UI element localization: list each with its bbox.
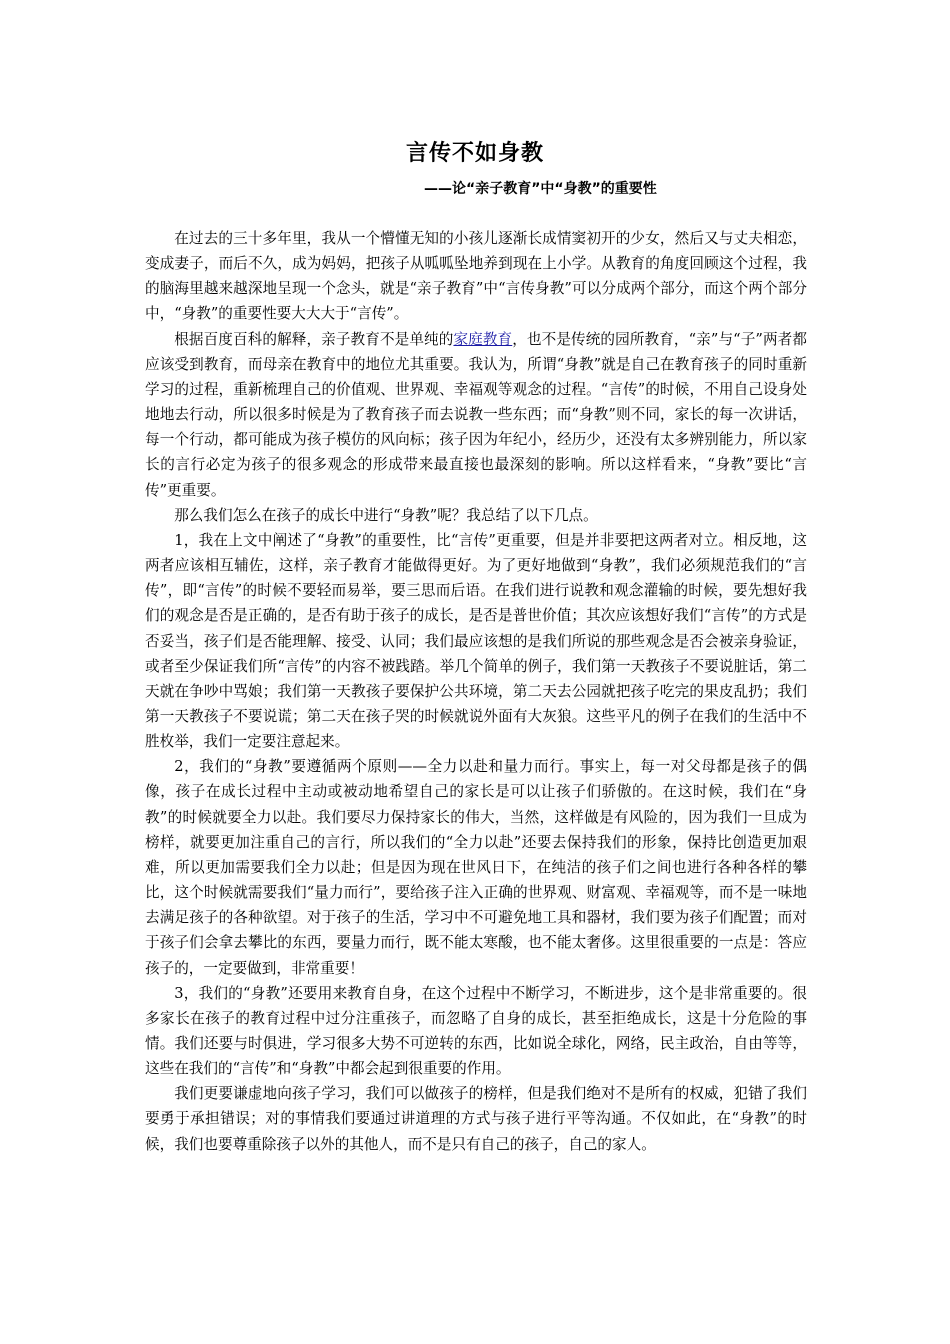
body-paragraph-4: 1，我在上文中阐述了“身教”的重要性，比“言传”更重要，但是并非要把这两者对立。相反地，这两者应该相互辅佐，这样，亲子教育才能做得更好。为了更好地做到“身教”，我们必须规范我们的“言传”，即“言传”的时候不要轻而易举，要三思而后语。在我们进行说教和观念灌输的时候，要先想好我们的观念是否是正确的，是否有助于孩子的成长，是否是普世价值；其次应该想好我们“言传”的方式是否妥当，孩子们是否能理解、接受、认同；我们最应该想的是我们所说的那些观念是否会被亲身验证，或者至少保证我们所“言传”的内容不被践踏。举几个简单的例子，我们第一天教孩子不要说脏话，第二天就在争吵中骂娘；我们第一天教孩子要保护公共环境，第二天去公园就把孩子吃完的果皮乱扔；我们第一天教孩子不要说谎；第二天在孩子哭的时候就说外面有大灰狼。这些平凡的例子在我们的生活中不胜枚举，我们一定要注意起来。 — [145, 531, 807, 751]
document-body — [145, 226, 807, 1157]
body-paragraph-7: 我们更要谦虚地向孩子学习，我们可以做孩子的榜样，但是我们绝对不是所有的权威，犯错了我们要勇于承担错误；对的事情我们要通过讲道理的方式与孩子进行平等沟通。不仅如此，在“身教”的时候，我们也要尊重除孩子以外的其他人，而不是只有自己的孩子，自己的家人。 — [145, 1085, 807, 1153]
paragraph-2-text-before-link: 根据百度百科的解释，亲子教育不是单纯的 — [174, 330, 454, 348]
body-paragraph-2 — [145, 327, 807, 503]
body-paragraph-6: 3，我们的“身教”还要用来教育自身，在这个过程中不断学习，不断进步，这个是非常重要的。很多家长在孩子的教育过程中过分注重孩子，而忽略了自身的成长，甚至拒绝成长，这是十分危险的事情。我们还要与时俱进，学习很多大势不可逆转的东西，比如说全球化，网络，民主政治，自由等等，这些在我们的“言传”和“身教”中都会起到很重要的作用。 — [145, 984, 807, 1078]
family-education-link[interactable]: 家庭教育 — [453, 330, 513, 348]
document-title: 言传不如身教 — [405, 141, 544, 166]
document-subtitle: ——论“亲子教育”中“身教”的重要性 — [424, 181, 657, 197]
body-paragraph-3: 那么我们怎么在孩子的成长中进行“身教”呢？我总结了以下几点。 — [174, 506, 598, 524]
body-paragraph-5: 2，我们的“身教”要遵循两个原则——全力以赴和量力而行。事实上，每一对父母都是孩子的偶像，孩子在成长过程中主动或被动地希望自己的家长是可以让孩子们骄傲的。在这时候，我们在“身教”的时候就要全力以赴。我们要尽力保持家长的伟大，当然，这样做是有风险的，因为我们一旦成为榜样，就要更加注重自己的言行，所以我们的“全力以赴”还要去保持我们的形象，保持比创造更加艰难，所以更加需要我们全力以赴；但是因为现在世风日下，在纯洁的孩子们之间也进行各种各样的攀比，这个时候就需要我们“量力而行”，要给孩子注入正确的世界观、财富观、幸福观等，而不是一味地去满足孩子的各种欲望。对于孩子的生活，学习中不可避免地工具和器材，我们要为孩子们配置；而对于孩子们会拿去攀比的东西，要量力而行，既不能太寒酸，也不能太奢侈。这里很重要的一点是：答应孩子的，一定要做到，非常重要！ — [145, 758, 807, 977]
paragraph-2-text-after-link: ，也不是传统的园所教育，“亲”与“子”两者都应该受到教育，而母亲在教育中的地位尤其重要。我认为，所谓“身教”就是自己在教育孩子的同时重新学习的过程，重新梳理自己的价值观、世界观、幸福观等观念的过程。“言传”的时候，不用自己设身处地地去行动，所以很多时候是为了教育孩子而去说教一些东西；而“身教”则不同，家长的每一次讲话，每一个行动，都可能成为孩子模仿的风向标；孩子因为年纪小，经历少，还没有太多辨别能力，所以家长的言行必定为孩子的很多观念的形成带来最直接也最深刻的影响。所以这样看来，“身教”要比“言传”更重要。 — [145, 330, 807, 499]
body-paragraph-1: 在过去的三十多年里，我从一个懵懂无知的小孩儿逐渐长成情窦初开的少女，然后又与丈夫相恋，变成妻子，而后不久，成为妈妈，把孩子从呱呱坠地养到现在上小学。从教育的角度回顾这个过程，我的脑海里越来越深地呈现一个念头，就是“亲子教育”中“言传身教”可以分成两个部分，而这个两个部分中，“身教”的重要性要大大大于“言传”。 — [145, 230, 807, 323]
